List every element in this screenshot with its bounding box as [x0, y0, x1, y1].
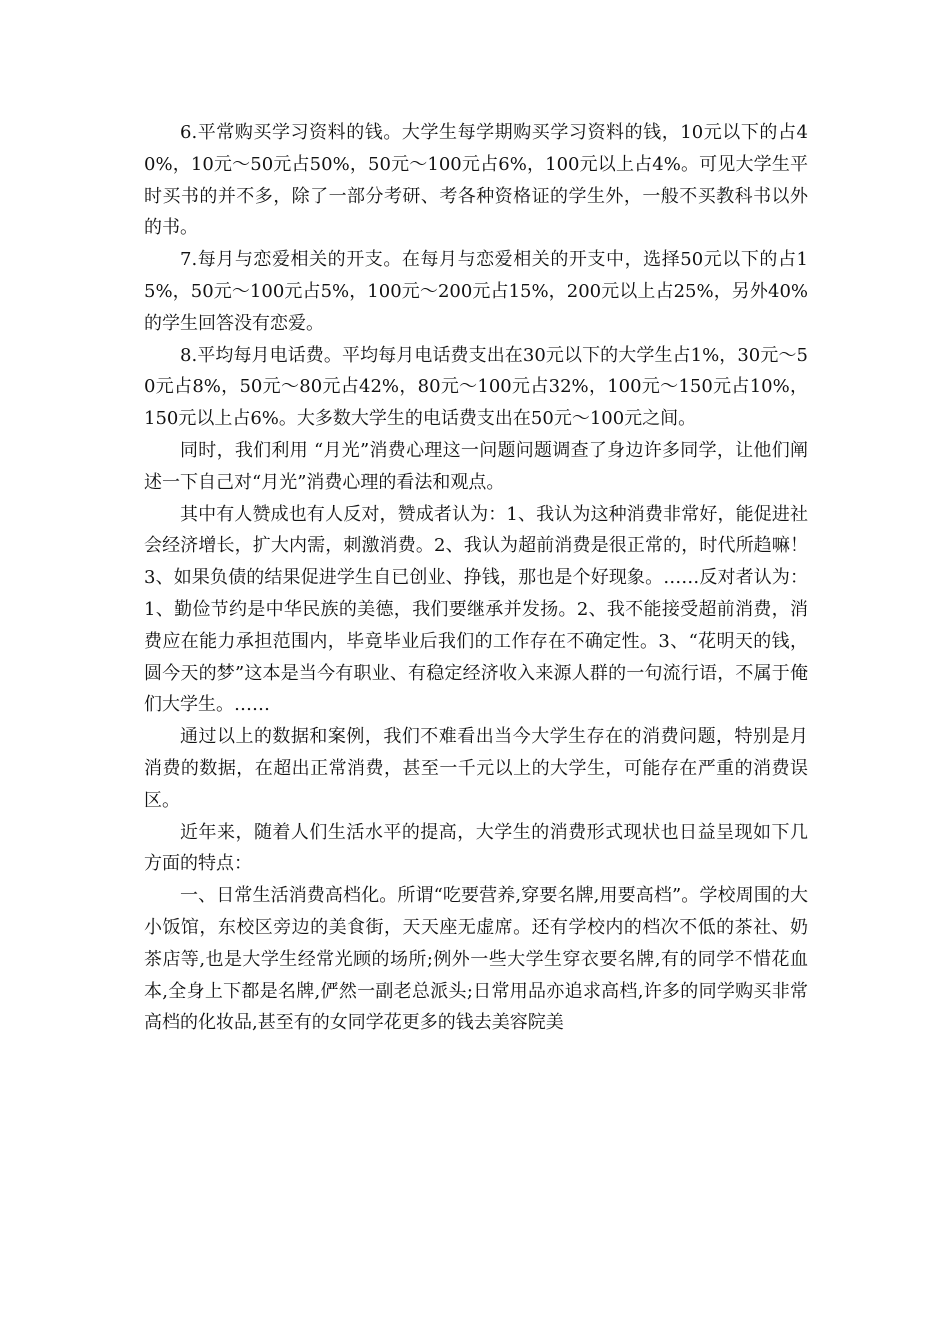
- paragraph-romance-spending: 7.每月与恋爱相关的开支。在每月与恋爱相关的开支中，选择50元以下的占15%，50元～100元占5%，100元～200元占15%，200元以上占25%，另外40%的学生回答没有恋爱。: [144, 249, 808, 334]
- paragraph-trends-intro: 近年来，随着人们生活水平的提高，大学生的消费形式现状也日益呈现如下几方面的特点：: [144, 821, 808, 875]
- paragraph-survey-intro: 同时，我们利用 “月光”消费心理这一问题问题调查了身边许多同学，让他们阐述一下自己对“月光”消费心理的看法和观点。: [144, 439, 808, 493]
- paragraph-analysis: 通过以上的数据和案例，我们不难看出当今大学生存在的消费问题，特别是月消费的数据，在超出正常消费，甚至一千元以上的大学生，可能存在严重的消费误区。: [144, 726, 808, 811]
- paragraph-phone-bill: 8.平均每月电话费。平均每月电话费支出在30元以下的大学生占1%，30元～50元占8%，50元～80元占42%，80元～100元占32%，100元～150元占10%，150元以上占6%。大多数大学生的电话费支出在50元～100元之间。: [144, 344, 808, 430]
- paragraph-opinions: 其中有人赞成也有人反对，赞成者认为：1、我认为这种消费非常好，能促进社会经济增长，扩大内需，刺激消费。2、我认为超前消费是很正常的，时代所趋嘛！3、如果负债的结果促进学生自已创业、挣钱，那也是个好现象。……反对者认为：1、勤俭节约是中华民族的美德，我们要继承并发扬。2、我不能接受超前消费，消费应在能力承担范围内，毕竟毕业后我们的工作存在不确定性。3、“花明天的钱，圆今天的梦”这本是当今有职业、有稳定经济收入来源人群的一句流行语，不属于俺们大学生。……: [144, 503, 808, 716]
- paragraph-daily-consumption: 一、日常生活消费高档化。所谓“吃要营养,穿要名牌,用要高档”。学校周围的大小饭馆，东校区旁边的美食街，天天座无虚席。还有学校内的档次不低的茶社、奶茶店等,也是大学生经常光顾的场所;例外一些大学生穿衣要名牌,有的同学不惜花血本,全身上下都是名牌,俨然一副老总派头;日常用品亦追求高档,许多的同学购买非常高档的化妆品,甚至有的女同学花更多的钱去美容院美: [144, 885, 808, 1034]
- paragraph-study-materials: 6.平常购买学习资料的钱。大学生每学期购买学习资料的钱，10元以下的占40%，10元～50元占50%，50元～100元占6%，100元以上占4%。可见大学生平时买书的并不多，除了一部分考研、考各种资格证的学生外，一般不买教科书以外的书。: [144, 122, 808, 239]
- document-body: [144, 117, 808, 1039]
